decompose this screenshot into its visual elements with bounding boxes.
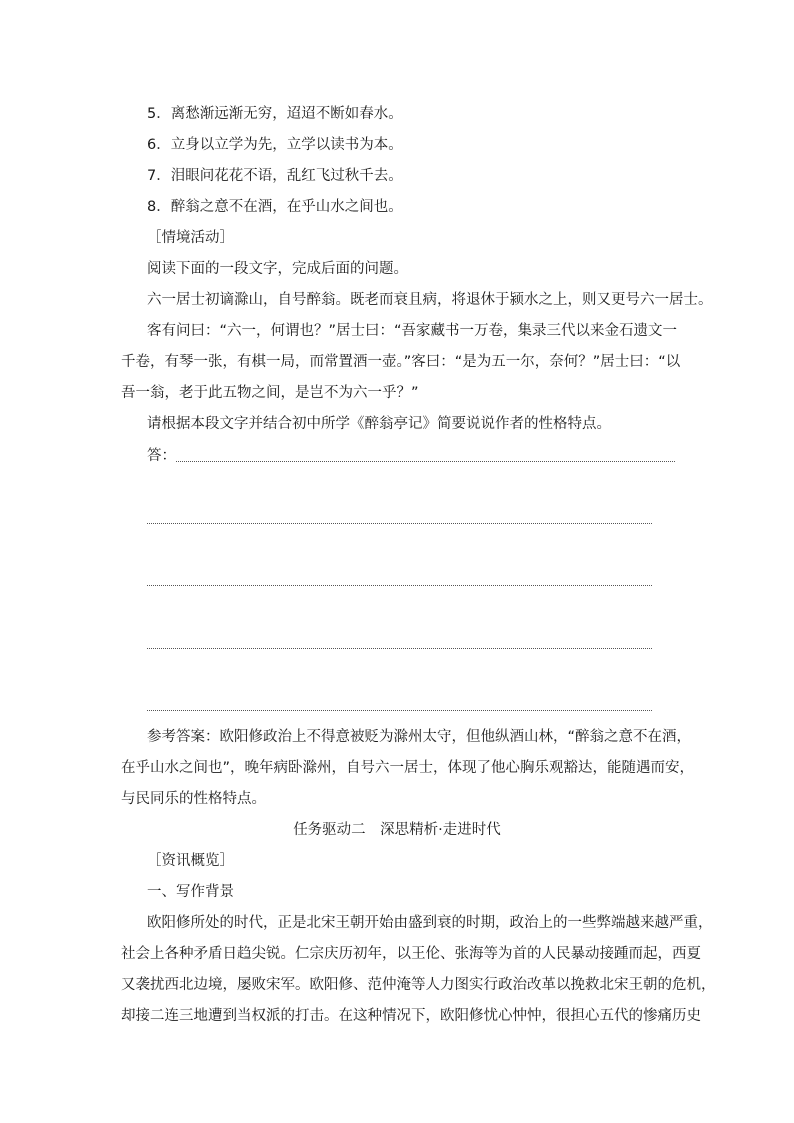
reference-line-2: 在乎山水之间也”，晚年病卧滁州，自号六一居士，体现了他心胸乐观豁达，能随遇而安， [121,760,695,776]
sentence-7: 7．泪眼问花花不语，乱红飞过秋千去。 [147,168,403,184]
passage-line-1: 六一居士初谪滁山，自号醉翁。既老而衰且病，将退休于颍水之上，则又更号六一居士。 [147,292,713,308]
background-line-3: 又袭扰西北边境，屡败宋军。欧阳修、范仲淹等人力图实行政治改革以挽救北宋王朝的危机， [121,977,716,993]
answer-line-5[interactable] [147,710,652,711]
background-line-4: 却接二连三地遭到当权派的打击。在这种情况下，欧阳修忧心忡忡，很担心五代的惨痛历史 [121,1008,701,1024]
question-text: 请根据本段文字并结合初中所学《醉翁亭记》简要说说作者的性格特点。 [147,416,611,432]
sentence-8: 8．醉翁之意不在酒，在乎山水之间也。 [147,199,403,215]
overview-heading: ［资讯概览］ [147,853,234,869]
background-heading: 一、写作背景 [147,884,234,900]
activity-heading: ［情境活动］ [147,230,234,246]
background-line-2: 社会上各种矛盾日趋尖锐。仁宗庆历初年，以王伦、张海等为首的人民暴动接踵而起，西夏 [121,946,701,962]
passage-line-4: 吾一翁，老于此五物之间，是岂不为六一乎？” [121,385,419,401]
background-line-1: 欧阳修所处的时代，正是北宋王朝开始由盛到衰的时期，政治上的一些弊端越来越严重， [147,915,713,931]
reference-line-3: 与民同乐的性格特点。 [121,791,266,807]
activity-instruction: 阅读下面的一段文字，完成后面的问题。 [147,261,408,277]
sentence-5: 5．离愁渐远渐无穷，迢迢不断如春水。 [147,106,403,122]
answer-line-2[interactable] [147,523,652,524]
sentence-6: 6．立身以立学为先，立学以读书为本。 [147,137,403,153]
answer-line-3[interactable] [147,585,652,586]
reference-line-1: 参考答案：欧阳修政治上不得意被贬为滁州太守，但他纵酒山林，“醉翁之意不在酒， [147,729,692,745]
section-title: 任务驱动二 深思精析·走进时代 [293,822,501,838]
passage-line-3: 千卷，有琴一张，有棋一局，而常置酒一壶。”客曰：“是为五一尔，奈何？”居士曰：“以 [121,354,681,370]
answer-line-4[interactable] [147,648,652,649]
answer-line-1[interactable] [176,461,675,462]
passage-line-2: 客有问曰：“六一，何谓也？”居士曰：“吾家藏书一万卷，集录三代以来金石遗文一 [147,323,678,339]
answer-label: 答： [147,448,176,464]
